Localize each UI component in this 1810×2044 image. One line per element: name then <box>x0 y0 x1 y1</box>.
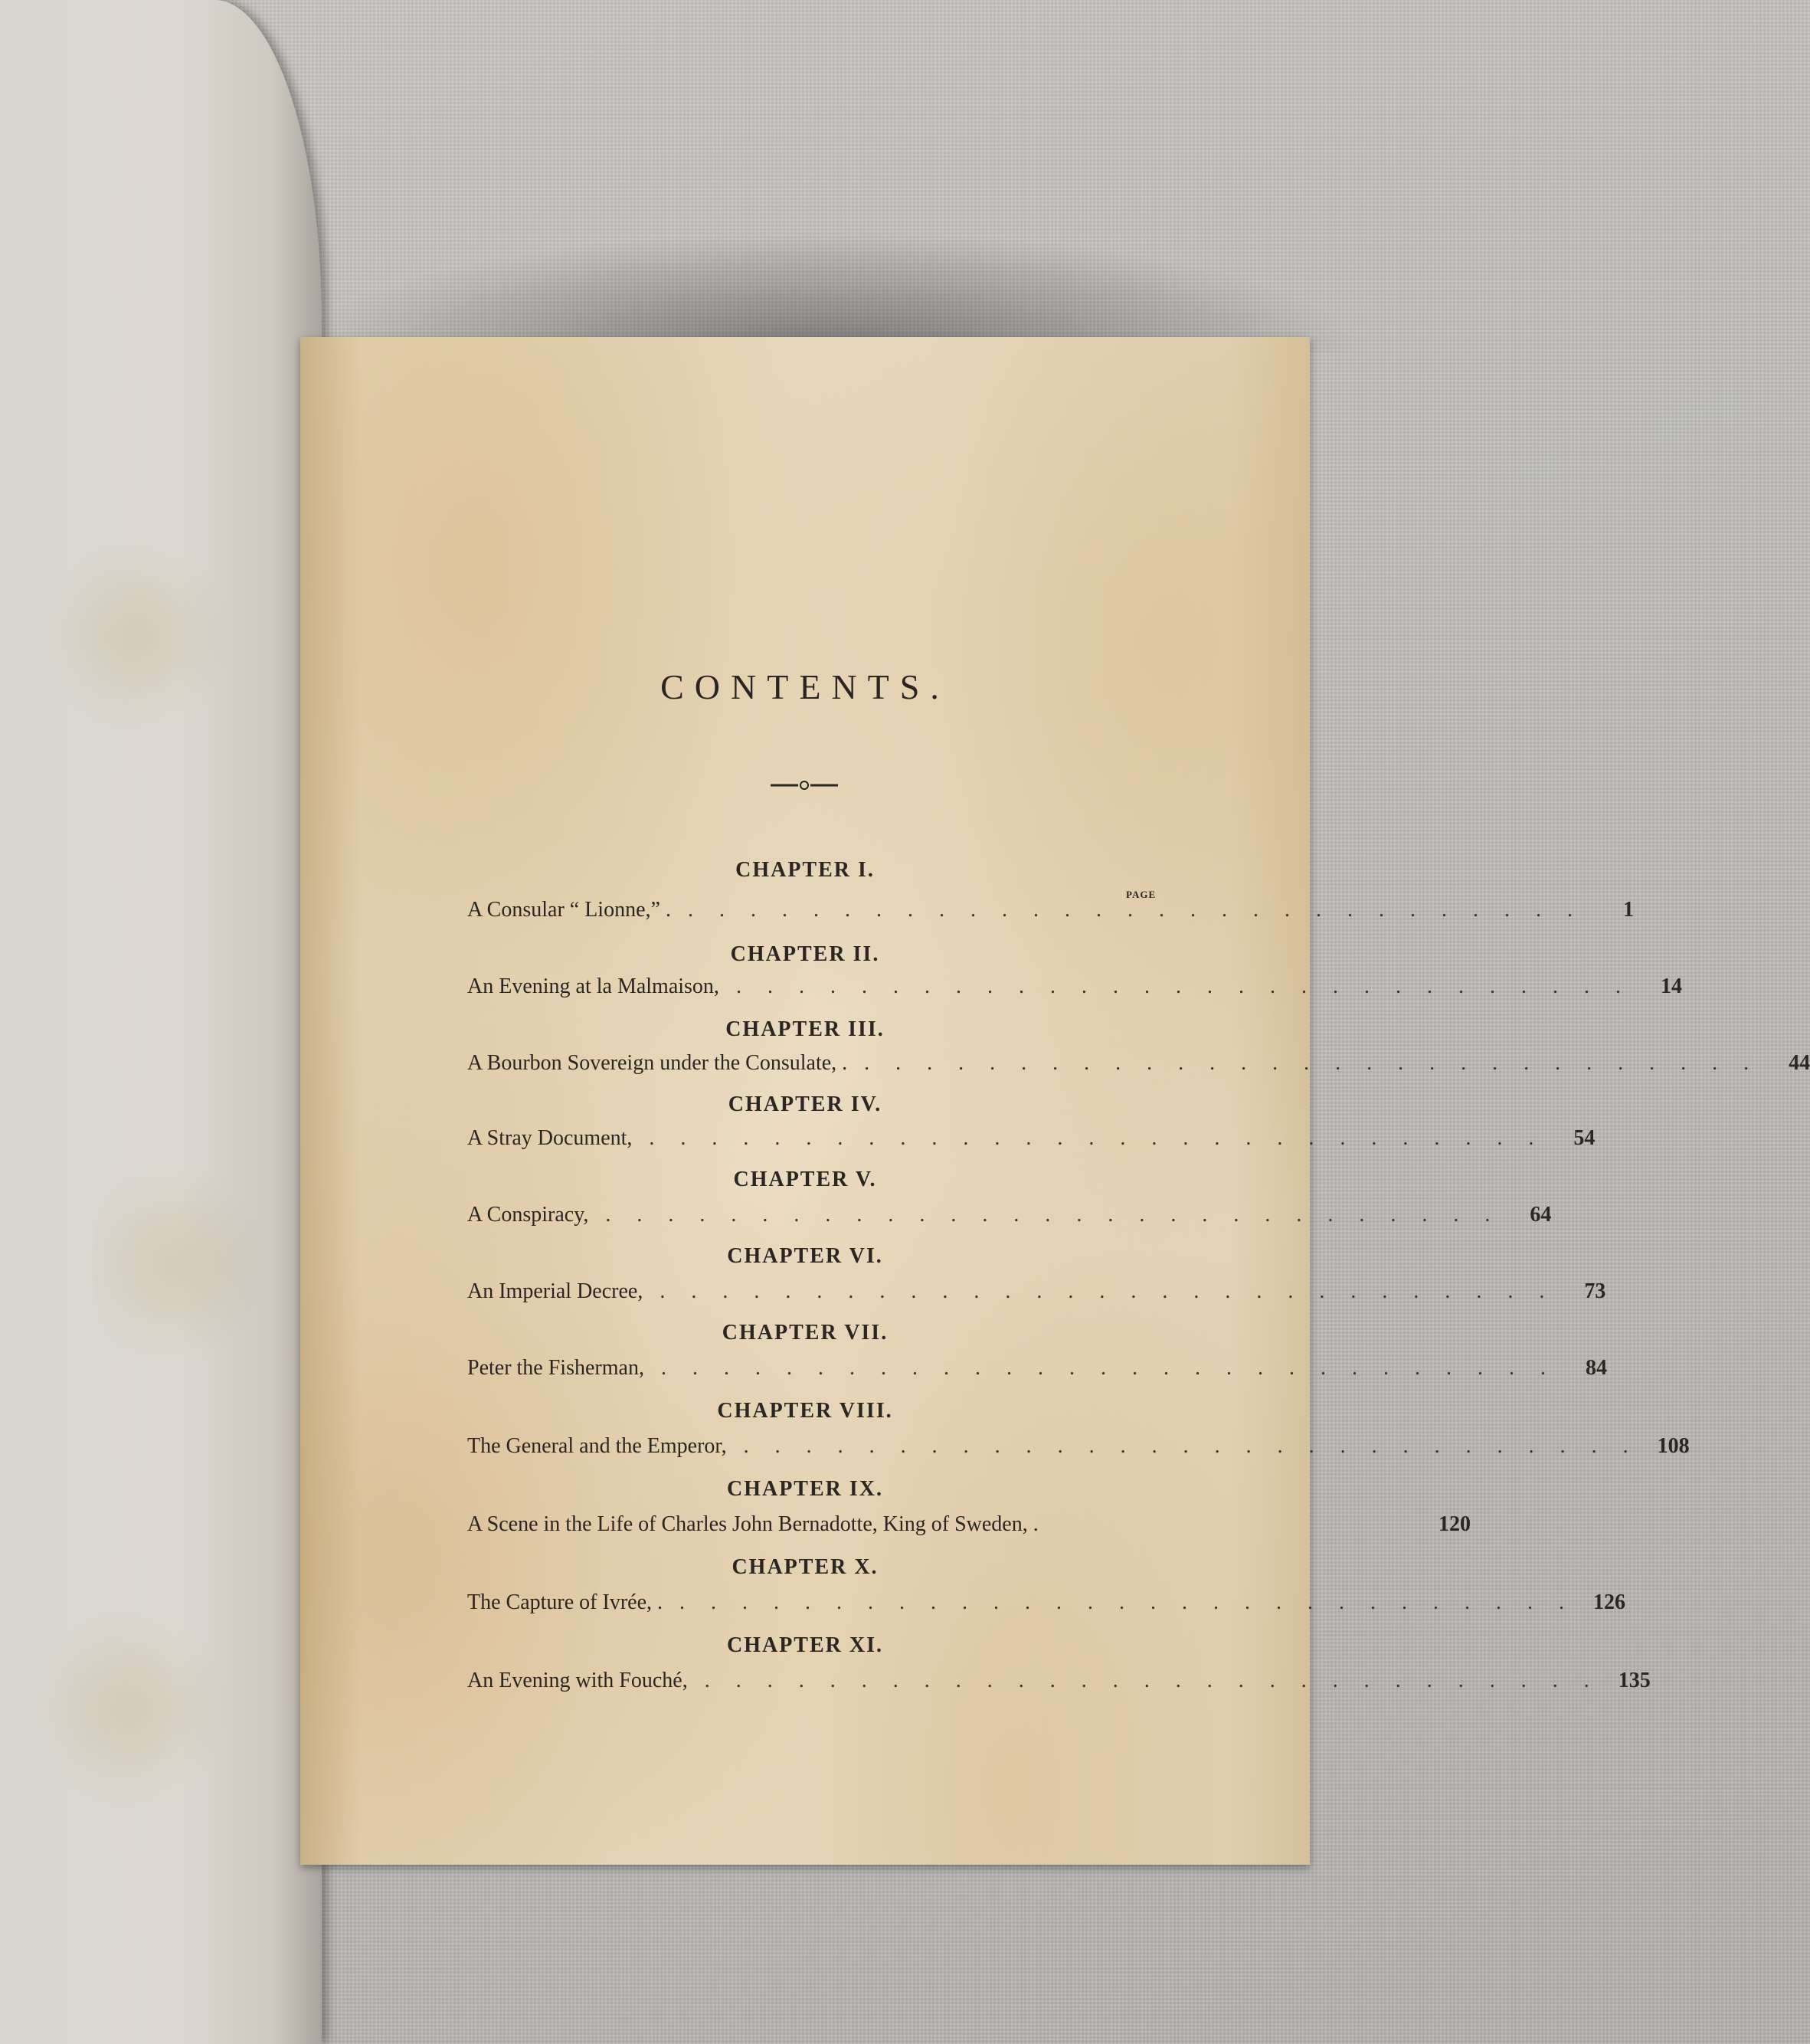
contents-title: CONTENTS. <box>660 667 950 706</box>
chapter-line <box>467 1512 1471 1537</box>
chapter-heading: CHAPTER IV. <box>728 1092 882 1116</box>
chapter-heading: CHAPTER VII. <box>722 1321 889 1345</box>
chapter-heading: CHAPTER III. <box>725 1017 885 1041</box>
leader-dots: ............................. <box>735 975 1647 998</box>
chapter-line <box>467 1356 1607 1381</box>
chapter-heading: CHAPTER VIII. <box>717 1399 893 1423</box>
chapter-heading: CHAPTER XI. <box>726 1633 883 1657</box>
chapter-heading: CHAPTER I. <box>735 858 875 882</box>
chapter-title: A Conspiracy, <box>467 1203 589 1227</box>
leader-dots: ............................. <box>605 1203 1517 1227</box>
leader-dots: ............................. <box>679 1590 1590 1614</box>
contents-page <box>300 337 1810 1865</box>
leader-dots: ............................. <box>660 1356 1572 1380</box>
page-number: 135 <box>1618 1669 1651 1692</box>
chapter-title: The General and the Emperor, <box>467 1434 727 1458</box>
leader-dots: ............................. <box>649 1126 1560 1150</box>
chapter-title: A Scene in the Life of Charles John Bernadotte, King of Sweden, . <box>467 1512 1039 1536</box>
chapter-title: An Evening at la Malmaison, <box>467 975 719 998</box>
page-number: 54 <box>1573 1126 1596 1150</box>
page-number: 120 <box>1439 1512 1471 1536</box>
page-number: 84 <box>1585 1356 1607 1380</box>
chapter-title: An Imperial Decree, <box>467 1279 643 1303</box>
chapter-line <box>467 1434 1690 1459</box>
chapter-line <box>467 898 1634 922</box>
page-number: 108 <box>1657 1434 1690 1458</box>
chapter-line <box>467 1126 1596 1151</box>
chapter-heading: CHAPTER IX. <box>726 1477 883 1501</box>
chapter-title: A Consular “ Lionne,” . <box>467 898 671 922</box>
chapter-line <box>467 1279 1606 1304</box>
chapter-title: An Evening with Fouché, <box>467 1669 688 1692</box>
cloth-shadow <box>291 230 1363 352</box>
chapter-line <box>467 975 1682 999</box>
leader-dots: ............................. <box>864 1051 1776 1075</box>
chapter-heading: CHAPTER II. <box>730 942 880 966</box>
chapter-line <box>467 1051 1810 1076</box>
chapter-heading: CHAPTER X. <box>732 1555 879 1579</box>
leader-dots: ............................. <box>704 1669 1615 1692</box>
chapter-title: A Bourbon Sovereign under the Consulate, . <box>467 1051 848 1075</box>
leader-dots: ............................. <box>660 1279 1571 1303</box>
chapter-title: The Capture of Ivrée, . <box>467 1590 663 1614</box>
page-number: 1 <box>1622 898 1634 922</box>
chapter-line <box>467 1203 1552 1227</box>
page-number: 64 <box>1530 1203 1552 1227</box>
chapter-heading: CHAPTER VI. <box>727 1244 883 1268</box>
left-page <box>0 0 322 2044</box>
leader-dots: ............................. <box>687 898 1599 922</box>
chapter-heading: CHAPTER V. <box>733 1168 877 1191</box>
chapter-line <box>467 1590 1625 1615</box>
chapter-title: Peter the Fisherman, <box>467 1356 644 1380</box>
page-number: 126 <box>1593 1590 1625 1614</box>
ornament-divider <box>771 778 838 793</box>
page-column-label: PAGE <box>1126 889 1157 900</box>
leader-dots: ............................. <box>743 1434 1655 1458</box>
page-number: 44 <box>1789 1051 1810 1075</box>
chapter-line <box>467 1669 1651 1693</box>
page-number: 14 <box>1660 975 1682 998</box>
page-number: 73 <box>1584 1279 1606 1303</box>
chapter-title: A Stray Document, <box>467 1126 633 1150</box>
